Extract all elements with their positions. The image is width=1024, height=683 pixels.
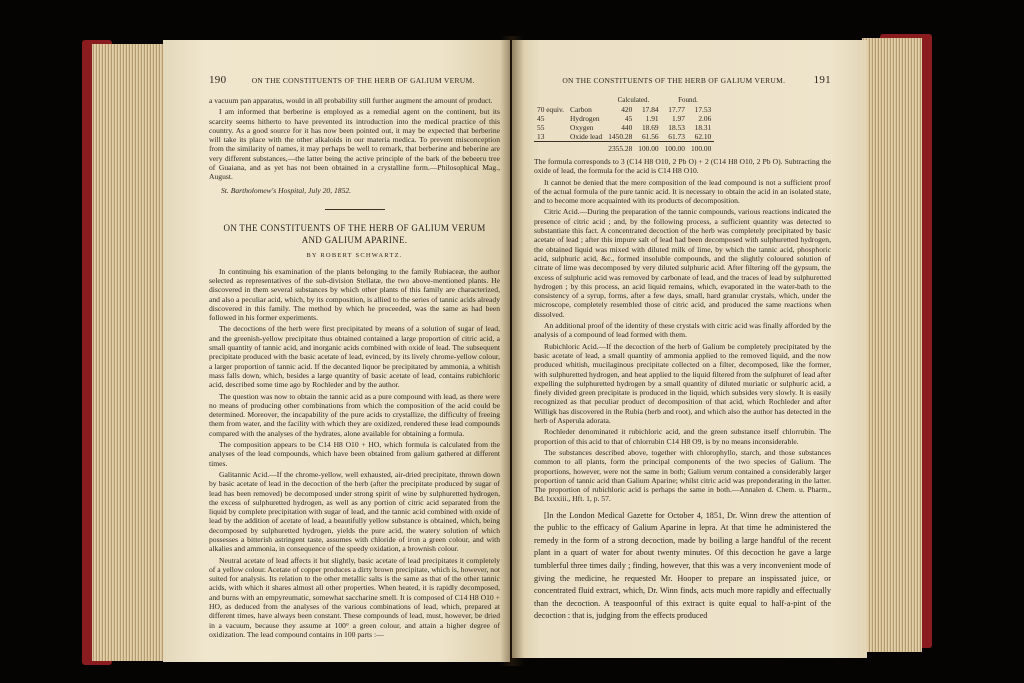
table-cell: 45 <box>624 114 633 123</box>
composition-table <box>534 96 714 153</box>
table-cell: 18.69 <box>641 123 659 132</box>
table-row <box>534 132 714 142</box>
right-paragraph: [In the London Medical Gazette for October 4, 1851, Dr. Winn drew the attention of the public to the efficacy of Galium Aparine in lepra. At that time he administered the remedy in the form of a strong decoction, made by boiling a large handful of the recent plant in a quart of water for about twenty minutes. Of this decoction he gave a large tumblerful three times daily ; finding, however, that this was a very inconvenient mode of giving the medicine, he requested Mr. Hooper to prepare an inspissated juice, or concentrated fluid extract, which, Dr. Winn finds, acts much more rapidly and effectually than the decoction. A teaspoonful of this extract is quite equal to half-a-pint of the decoction : that is, judging from the effects produced <box>534 510 831 621</box>
table-cell: 55 <box>537 123 545 132</box>
table-cell: 45 <box>537 114 545 123</box>
page-edges-left <box>92 44 166 661</box>
right-running-title: ON THE CONSTITUENTS OF THE HERB OF GALIUM VERUM. <box>562 76 786 85</box>
body-paragraph: Galitannic Acid.—If the chrome-yellow, well exhausted, air-dried precipitate, thrown down by basic acetate of lead in the decoction of the herb (after the precipitate produced by sugar of lead has been removed) be decomposed under strong spirit of wine by sulphuretted hydrogen, the excess of sulphuretted hydrogen, as well as any portion of citric acid separated from the liquid by complete precipitation with sugar of lead, and the tannic acid combined with oxide of lead by the addition of acetate of lead, a beautifully yellow substance is obtained, which, being decomposed by sulphuretted hydrogen, yields the pure acid, the watery solution of which possesses a bitterish astringent taste, assumes with chloride of iron a green colour, and with alkalies and ammonia, in consequence of the speedy oxidation, a brownish colour. <box>209 469 500 554</box>
table-header-row <box>534 96 714 105</box>
table-cell: 1450.28 <box>608 132 633 141</box>
table-row <box>534 123 714 132</box>
table-cell: 440 <box>621 123 633 132</box>
table-cell: Oxygen <box>570 123 594 132</box>
table-cell: 100.00 <box>688 142 714 154</box>
section-rule <box>325 209 385 210</box>
table-cell: Oxide lead <box>570 132 603 141</box>
table-cell <box>567 142 605 154</box>
left-running-title: ON THE CONSTITUENTS OF THE HERB OF GALIUM VERUM. <box>251 76 475 85</box>
table-cell: 18.31 <box>694 123 712 132</box>
table-row <box>534 114 714 123</box>
table-cell: 61.56 <box>641 132 659 141</box>
body-paragraph: The composition appears to be C14 H8 O10 + HO, which formula is calculated from the analyses of the lead compounds, which have been obtained from galium gathered at different times. <box>209 440 500 468</box>
table-cell: 61.73 <box>668 132 685 141</box>
body-paragraph: The decoctions of the herb were first precipitated by means of a solution of sugar of lead, and the greenish-yellow precipitate thus obtained contained a large proportion of citric acid, a small quantity of tannic acid, and inorganic acids combined with oxide of lead. The subsequent precipitate produced with the basic acetate of lead, evinced, by its lively chrome-yellow colour, a larger proportion of tannic acid. If the decanted liquor be precipitated by ammonia, a whitish mass falls down, which, besides a large quantity of basic acetate of lead, contains rubichloric acid, described some time ago by Rochleder and by the author. <box>209 324 500 390</box>
page-edges-right <box>862 38 922 652</box>
left-page-number: 190 <box>209 74 227 86</box>
right-paragraph: It cannot be denied that the mere composition of the lead compound is not a sufficient proof of the actual formula of the pure tannic acid. It is necessary to obtain the acid in an isolated state, and to become more acquainted with its products of decomposition. <box>534 177 831 206</box>
table-total-row <box>534 142 714 154</box>
left-page <box>163 40 510 662</box>
signature-line: St. Bartholomew's Hospital, July 20, 1852. <box>221 185 352 195</box>
left-running-head <box>209 74 500 86</box>
right-paragraph: The substances described above, together with chlorophyllo, starch, and those substances common to all plants, form the principal components of the two species of Galium. The proportions, however, were not the same in both; Galium verum contained a considerably larger proportion of tannic acid than Galium Aparine; whilst citric acid was preponderating in the latter. The proportion of rubichloric acid is perhaps the same in both.—Annalen d. Chem. u. Pharm., Bd. lxxxiii., Hft. 1, p. 57. <box>534 447 831 504</box>
table-cell: 100.00 <box>662 142 688 154</box>
table-cell: 13 <box>537 132 545 141</box>
article-title: ON THE CONSTITUENTS OF THE HERB OF GALIUM VERUM AND GALIUM APARINE. <box>223 222 486 245</box>
table-cell: 17.53 <box>694 105 712 114</box>
right-paragraph: The formula corresponds to 3 (C14 H8 O10, 2 Pb O) + 2 (C14 H8 O10, 2 Pb O). Subtracting the oxide of lead, the formula for the acid is C14 H8 O10. <box>534 157 831 176</box>
table-cell: 1.91 <box>645 114 659 123</box>
right-page <box>512 40 867 658</box>
right-page-number: 191 <box>813 74 831 86</box>
right-paragraph: An additional proof of the identity of these crystals with citric acid was finally afforded by the analysis of a compound of lead formed with them. <box>534 321 831 340</box>
article-author: BY ROBERT SCHWARTZ. <box>306 251 403 259</box>
table-cell: Carbon <box>570 105 592 114</box>
right-paragraph: Rubichloric Acid.—If the decoction of the herb of Galium be completely precipitated by the basic acetate of lead, a small quantity of ammonia applied to the removed liquid, and the now produced whitish, mucilaginous precipitate collected on a filter, decomposed, like the former, with sulphuretted hydrogen, and heat applied to the liquid filtered from the sulphuret of lead after expelling the sulphuretted hydrogen by a small quantity of diluted muriatic or sulphuric acid, a finely divided green precipitate is produced in the liquid, which subsides very slowly. It is easily recognized as that peculiar product of decomposition of that acid, which Rochleder and after Willigk has discovered in the Rubia (herb and root), and which also the author has detected in the herb of Asperula adorata. <box>534 341 831 426</box>
body-paragraph: The question was now to obtain the tannic acid as a pure compound with lead, as there were no means of producing other combinations from which the composition of the acid could be determined. Moreover, the incapability of the pure acids to crystallize, the difficulty of freeing them from water, and the facility with which they are oxidized, rendered these lead compounds compared with the analyses of the hydrates, alone available for obtaining a formula. <box>209 391 500 438</box>
table-header: Calculated. <box>617 96 650 104</box>
table-cell: 70 equiv. <box>537 105 565 114</box>
body-paragraph: In continuing his examination of the plants belonging to the family Rubiaceæ, the author selected as representatives of the sub-division Stellatæ, the two above-mentioned plants. He discovered in them several substances by which other plants of this family are characterized, and also a peculiar acid, which, by its composition, is allied to the series of tannic acids already discovered in this family. The method by which he proceeded, was the same as had been followed in his former experiments. <box>209 266 500 323</box>
table-cell: 2.06 <box>698 114 712 123</box>
table-cell: 17.77 <box>668 105 685 114</box>
table-header <box>534 96 567 105</box>
table-cell: 100.00 <box>635 142 661 154</box>
table-row <box>534 105 714 114</box>
table-cell: 17.84 <box>641 105 659 114</box>
left-paragraph: I am informed that berberine is employed as a remedial agent on the continent, but its scarcity seems hitherto to have prevented its introduction into the medical practice of this country. As a good source for it has now been pointed out, it may be expected that berberine will take its place with the other alkaloids in our materia medica. To prevent misconception from the similarity of names, it may perhaps be well to remark, that berberine and beberine are very different substances,—the latter being the active principle of the bark of the bebeeru tree of Guaiana, and as yet has not been obtained in a crystalline form.—Philosophical Mag., August. <box>209 107 500 182</box>
table-cell: Hydrogen <box>570 114 600 123</box>
book-gutter <box>500 36 524 666</box>
table-header <box>567 96 605 105</box>
table-cell: 1.97 <box>672 114 685 123</box>
table-cell: 18.53 <box>668 123 685 132</box>
left-paragraph: a vacuum pan apparatus, would in all probability still further augment the amount of product. <box>209 96 493 105</box>
table-cell: 62.10 <box>694 132 712 141</box>
table-header: Found. <box>678 96 698 104</box>
body-paragraph: Neutral acetate of lead affects it but slightly, basic acetate of lead precipitates it completely of a yellow colour. Acetate of copper produces a dirty brown precipitate, which is, however, not suited for analysis. Its relation to the other metallic salts is the same as that of the other tannic acids, with which it shares almost all other properties. When heated, it is rapidly decomposed, and burns with an empyreumatic, somewhat saccharine smell. It is composed of C14 H8 O10 + HO, as deduced from the analyses of the various combinations of lead, which, prepared at different times, have always been constant. These compounds of lead, must, however, be dried in a vacuum, because they assume at 100° a green colour, and attain a higher degree of oxidization. The lead compound contains in 100 parts :— <box>209 555 500 639</box>
right-paragraph: Rochleder denominated it rubichloric acid, and the green substance itself chlorrubin. The proportion of this acid to that of chlorrubin C14 H8 O9, is by no means inconsiderable. <box>534 427 831 446</box>
table-cell: 420 <box>621 105 633 114</box>
table-cell: 2355.28 <box>605 142 635 154</box>
right-paragraph: Citric Acid.—During the preparation of the tannic compounds, various reactions indicated the presence of citric acid ; and, by the following process, a sufficient quantity was detected to substantiate this fact. A concentrated decoction of the herb was completely precipitated by basic acetate of lead ; after this impure salt of lead had been decomposed with sulphuretted hydrogen, the obtained liquid was mixed with diluted milk of lime, by which the tannic acid, phosphoric acid, sulphuric acid, &c., formed insoluble compounds, and the slightly coloured solution of citrate of lime was decomposed by very diluted sulphuric acid. After filtering off the gypsum, the excess of sulphuric acid was removed by carbonate of lead, and the traces of lead by sulphuretted hydrogen ; by this process, an acid liquid remains, which, evaporated in the water-bath to the consistency of a syrup, forms, after a few days, small, hard granular crystals, which, under the microscope, completely resembled those of citric acid, and produced the same reactions when dissolved. <box>534 207 831 319</box>
right-running-head <box>534 74 831 86</box>
table-cell <box>534 142 567 154</box>
